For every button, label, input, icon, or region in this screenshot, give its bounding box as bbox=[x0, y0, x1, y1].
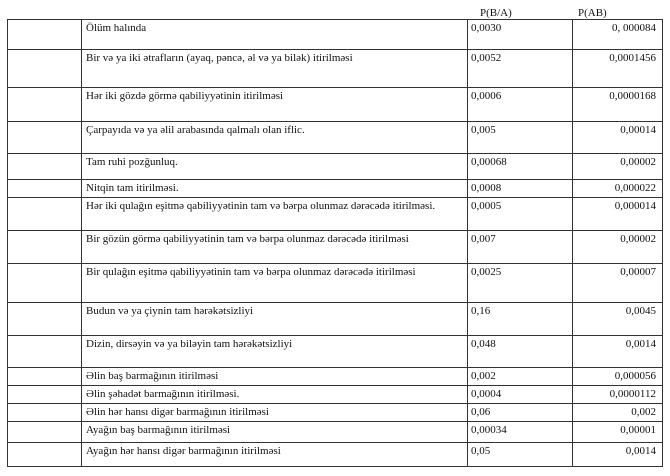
row-p-ab: 0,00002 bbox=[573, 231, 663, 264]
table-row bbox=[8, 122, 663, 154]
row-label: Hər iki gözdə görmə qabiliyyətinin itirilməsi bbox=[82, 88, 468, 122]
row-p-b-given-a: 0,0006 bbox=[468, 88, 573, 122]
row-index-cell bbox=[8, 198, 82, 231]
row-p-ab: 0,0000168 bbox=[573, 88, 663, 122]
row-p-ab: 0,0001456 bbox=[573, 50, 663, 88]
row-p-ab: 0,00002 bbox=[573, 154, 663, 180]
row-index-cell bbox=[8, 443, 82, 467]
row-p-ab: 0,000056 bbox=[573, 368, 663, 386]
row-p-b-given-a: 0,0004 bbox=[468, 386, 573, 404]
row-index-cell bbox=[8, 50, 82, 88]
table-row bbox=[8, 50, 663, 88]
row-label: Hər iki qulağın eşitmə qabiliyyətinin tam və bərpa olunmaz dərəcədə itirilməsi. bbox=[82, 198, 468, 231]
row-index-cell bbox=[8, 231, 82, 264]
row-label: Bir gözün görmə qabiliyyətinin tam və bərpa olunmaz dərəcədə itirilməsi bbox=[82, 231, 468, 264]
row-p-b-given-a: 0,0005 bbox=[468, 198, 573, 231]
row-p-b-given-a: 0,0008 bbox=[468, 180, 573, 198]
row-label: Tam ruhi pozğunluq. bbox=[82, 154, 468, 180]
row-index-cell bbox=[8, 386, 82, 404]
row-p-ab: 0,0045 bbox=[573, 303, 663, 336]
row-p-b-given-a: 0,05 bbox=[468, 443, 573, 467]
row-index-cell bbox=[8, 422, 82, 443]
row-p-b-given-a: 0,16 bbox=[468, 303, 573, 336]
row-p-ab: 0,000014 bbox=[573, 198, 663, 231]
row-index-cell bbox=[8, 264, 82, 303]
row-label: Ayağın hər hansı digər barmağının itirilməsi bbox=[82, 443, 468, 467]
row-label: Dizin, dirsəyin və ya biləyin tam hərəkətsizliyi bbox=[82, 336, 468, 368]
row-label: Əlin baş barmağının itirilməsi bbox=[82, 368, 468, 386]
row-label: Bir qulağın eşitmə qabiliyyətinin tam və bərpa olunmaz dərəcədə itirilməsi bbox=[82, 264, 468, 303]
row-p-ab: 0,00007 bbox=[573, 264, 663, 303]
row-p-b-given-a: 0,002 bbox=[468, 368, 573, 386]
row-p-b-given-a: 0,06 bbox=[468, 404, 573, 422]
row-p-b-given-a: 0,007 bbox=[468, 231, 573, 264]
row-p-b-given-a: 0,0030 bbox=[468, 20, 573, 50]
row-index-cell bbox=[8, 180, 82, 198]
row-index-cell bbox=[8, 122, 82, 154]
table-row bbox=[8, 231, 663, 264]
row-p-ab: 0,0014 bbox=[573, 336, 663, 368]
table-row bbox=[8, 303, 663, 336]
row-label: Bir və ya iki ətrafların (ayaq, pəncə, əl və ya bilək) itirilməsi bbox=[82, 50, 468, 88]
row-label: Çarpayıda və ya əlil arabasında qalmalı olan iflic. bbox=[82, 122, 468, 154]
row-p-ab: 0,002 bbox=[573, 404, 663, 422]
row-label: Nitqin tam itirilməsi. bbox=[82, 180, 468, 198]
row-label: Ölüm halında bbox=[82, 20, 468, 50]
table-row bbox=[8, 20, 663, 50]
row-p-b-given-a: 0,0052 bbox=[468, 50, 573, 88]
row-index-cell bbox=[8, 20, 82, 50]
table-row bbox=[8, 422, 663, 443]
header-p-ab: P(AB) bbox=[578, 7, 607, 19]
header-p-b-given-a: P(B/A) bbox=[480, 7, 512, 19]
row-index-cell bbox=[8, 404, 82, 422]
row-index-cell bbox=[8, 88, 82, 122]
row-p-ab: 0,00001 bbox=[573, 422, 663, 443]
table-row bbox=[8, 386, 663, 404]
row-label: Əlin hər hansı digər barmağının itirilməsi bbox=[82, 404, 468, 422]
table-row bbox=[8, 88, 663, 122]
row-index-cell bbox=[8, 336, 82, 368]
table-row bbox=[8, 443, 663, 467]
row-p-b-given-a: 0,00068 bbox=[468, 154, 573, 180]
table-row bbox=[8, 180, 663, 198]
row-p-ab: 0,000022 bbox=[573, 180, 663, 198]
row-p-ab: 0, 000084 bbox=[573, 20, 663, 50]
table-row bbox=[8, 264, 663, 303]
table-row bbox=[8, 404, 663, 422]
table-row bbox=[8, 198, 663, 231]
row-p-ab: 0,00014 bbox=[573, 122, 663, 154]
table-row bbox=[8, 336, 663, 368]
row-p-b-given-a: 0,00034 bbox=[468, 422, 573, 443]
row-label: Ayağın baş barmağının itirilməsi bbox=[82, 422, 468, 443]
row-index-cell bbox=[8, 154, 82, 180]
row-label: Budun və ya çiynin tam hərəkətsizliyi bbox=[82, 303, 468, 336]
row-p-ab: 0,0014 bbox=[573, 443, 663, 467]
row-index-cell bbox=[8, 368, 82, 386]
row-p-b-given-a: 0,005 bbox=[468, 122, 573, 154]
row-index-cell bbox=[8, 303, 82, 336]
row-p-ab: 0,0000112 bbox=[573, 386, 663, 404]
row-p-b-given-a: 0,0025 bbox=[468, 264, 573, 303]
row-p-b-given-a: 0,048 bbox=[468, 336, 573, 368]
table-row bbox=[8, 368, 663, 386]
probability-table bbox=[7, 19, 663, 467]
row-label: Əlin şəhadət barmağının itirilməsi. bbox=[82, 386, 468, 404]
table-row bbox=[8, 154, 663, 180]
